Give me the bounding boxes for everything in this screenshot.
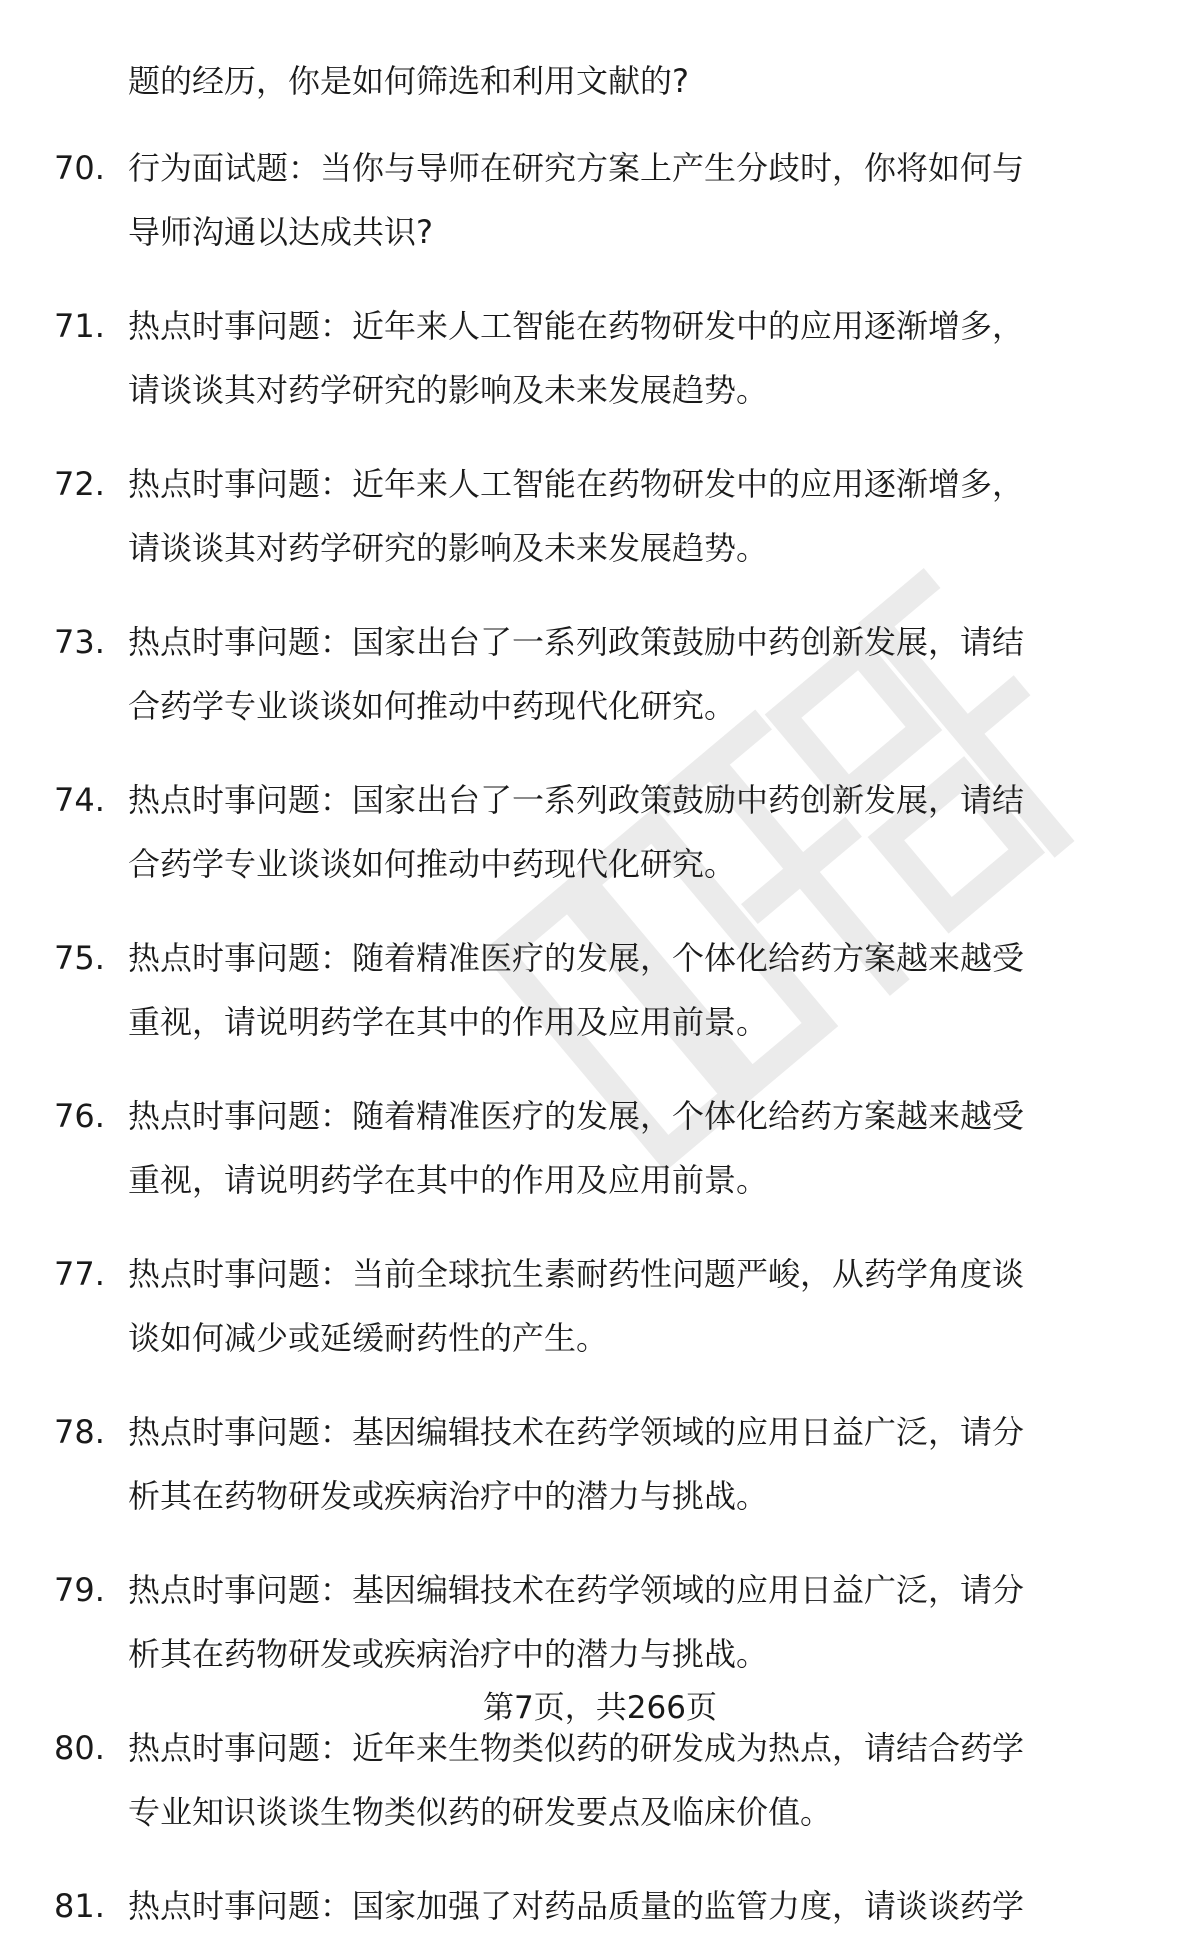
item-number: 70. (54, 149, 105, 187)
item-line: 热点时事问题：近年来人工智能在药物研发中的应用逐渐增多， (128, 307, 1025, 345)
item-number: 75. (54, 939, 105, 977)
item-line: 谈如何减少或延缓耐药性的产生。 (128, 1319, 609, 1357)
list-item (0, 452, 1200, 580)
list-item (0, 294, 1200, 422)
item-number: 78. (54, 1413, 105, 1451)
list-item (0, 1400, 1200, 1528)
item-number: 77. (54, 1255, 105, 1293)
item-text (128, 294, 1138, 422)
item-line: 热点时事问题：当前全球抗生素耐药性问题严峻，从药学角度谈 (128, 1255, 1025, 1293)
item-line: 热点时事问题：基因编辑技术在药学领域的应用日益广泛，请分 (128, 1571, 1025, 1609)
item-line: 合药学专业谈谈如何推动中药现代化研究。 (128, 845, 737, 883)
item-text (128, 926, 1138, 1054)
item-number: 72. (54, 465, 105, 503)
list-item (0, 768, 1200, 896)
list-item (0, 136, 1200, 264)
item-line: 析其在药物研发或疾病治疗中的潜力与挑战。 (128, 1635, 769, 1673)
item-line: 合药学专业谈谈如何推动中药现代化研究。 (128, 687, 737, 725)
item-text (128, 610, 1138, 738)
item-text (128, 1242, 1138, 1370)
item-text (128, 1084, 1138, 1212)
item-text (128, 1716, 1138, 1844)
item-line: 热点时事问题：国家加强了对药品质量的监管力度，请谈谈药学 (128, 1887, 1025, 1925)
item-number: 79. (54, 1571, 105, 1609)
list-item (0, 610, 1200, 738)
list-item (0, 1874, 1200, 1938)
item-text (128, 452, 1138, 580)
item-line: 热点时事问题：随着精准医疗的发展，个体化给药方案越来越受 (128, 1097, 1025, 1135)
list-item (0, 926, 1200, 1054)
item-line: 专业知识谈谈生物类似药的研发要点及临床价值。 (128, 1793, 833, 1831)
item-number: 74. (54, 781, 105, 819)
item-line: 热点时事问题：国家出台了一系列政策鼓励中药创新发展，请结 (128, 623, 1025, 661)
item-line: 热点时事问题：国家出台了一系列政策鼓励中药创新发展，请结 (128, 781, 1025, 819)
list-item (0, 1558, 1200, 1686)
item-text (128, 136, 1138, 264)
item-line: 导师沟通以达成共识? (128, 213, 433, 251)
item-number: 81. (54, 1887, 105, 1925)
item-text (128, 1400, 1138, 1528)
item-line: 热点时事问题：基因编辑技术在药学领域的应用日益广泛，请分 (128, 1413, 1025, 1451)
item-line: 请谈谈其对药学研究的影响及未来发展趋势。 (128, 529, 769, 567)
question-list (0, 56, 1200, 1938)
item-line: 请谈谈其对药学研究的影响及未来发展趋势。 (128, 371, 769, 409)
item-number: 71. (54, 307, 105, 345)
list-item (0, 1716, 1200, 1844)
item-line: 热点时事问题：近年来生物类似药的研发成为热点，请结合药学 (128, 1729, 1025, 1767)
list-item (0, 1084, 1200, 1212)
item-text (128, 1874, 1138, 1938)
item-text (128, 1558, 1138, 1686)
item-line: 析其在药物研发或疾病治疗中的潜力与挑战。 (128, 1477, 769, 1515)
item-number: 80. (54, 1729, 105, 1767)
item-line: 重视，请说明药学在其中的作用及应用前景。 (128, 1161, 769, 1199)
item-number: 73. (54, 623, 105, 661)
item-text (128, 768, 1138, 896)
item-line: 热点时事问题：近年来人工智能在药物研发中的应用逐渐增多， (128, 465, 1025, 503)
item-line: 重视，请说明药学在其中的作用及应用前景。 (128, 1003, 769, 1041)
item-number: 76. (54, 1097, 105, 1135)
item-line: 行为面试题：当你与导师在研究方案上产生分歧时，你将如何与 (128, 149, 1025, 187)
page-footer: 第7页，共266页 (483, 1690, 717, 1726)
list-item (0, 1242, 1200, 1370)
continuation-line: 题的经历，你是如何筛选和利用文献的? (128, 62, 689, 100)
item-line: 热点时事问题：随着精准医疗的发展，个体化给药方案越来越受 (128, 939, 1025, 977)
